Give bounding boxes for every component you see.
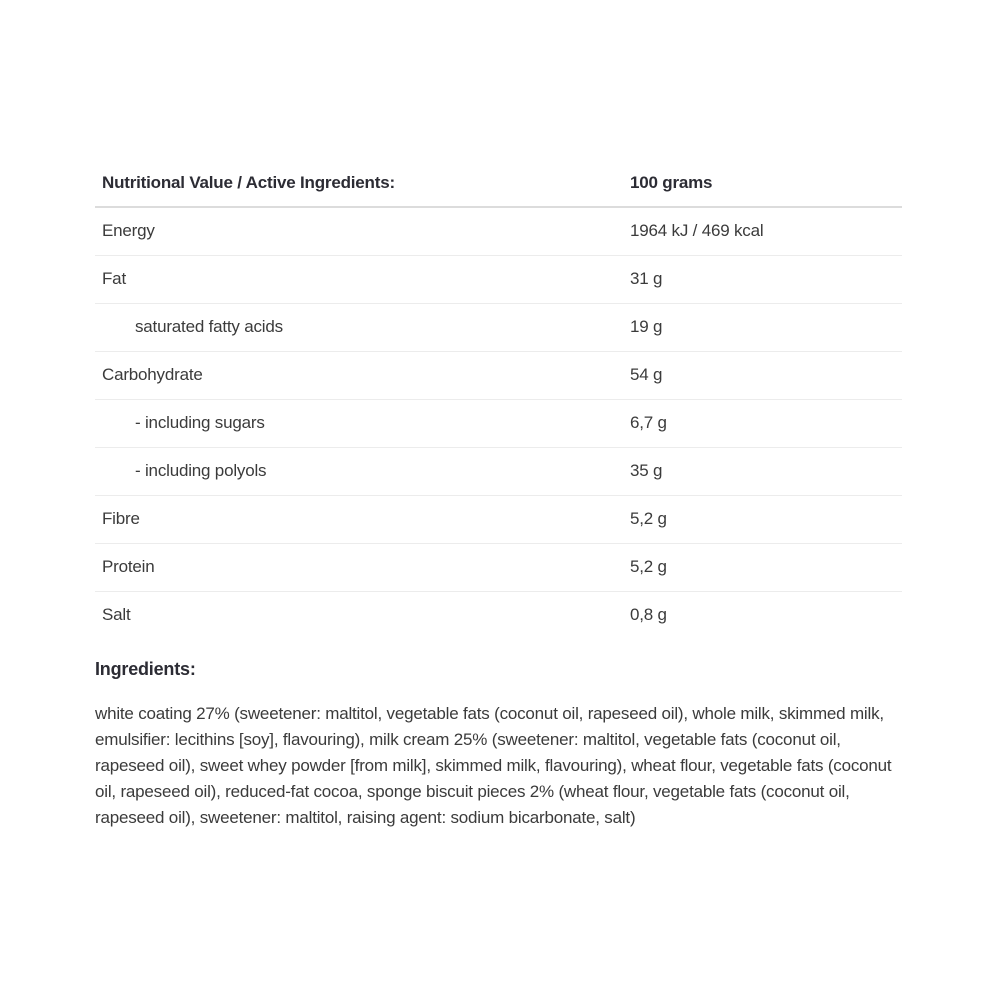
table-row-energy <box>95 208 902 256</box>
row-value: 31 g <box>630 269 663 288</box>
row-label: - including polyols <box>135 461 267 480</box>
row-value: 35 g <box>630 461 663 480</box>
row-label: - including sugars <box>135 413 265 432</box>
row-label: Carbohydrate <box>102 365 203 384</box>
row-value: 5,2 g <box>630 557 667 576</box>
nutrition-table-header-label: Nutritional Value / Active Ingredients: <box>102 173 395 192</box>
nutrition-table-header-value: 100 grams <box>630 173 713 192</box>
row-label: Protein <box>102 557 155 576</box>
row-label: saturated fatty acids <box>135 317 283 336</box>
table-row-including-sugars <box>95 400 902 448</box>
table-row-protein <box>95 544 902 592</box>
product-details-section <box>95 164 902 831</box>
ingredients-paragraph: white coating 27% (sweetener: maltitol, vegetable fats (coconut oil, rapeseed oil), whole milk, skimmed milk, emulsifier: lecithins [soy], flavouring), milk cream 25% (sweetener: maltitol, vegetable fats (coconut oil, rapeseed oil), sweet whey powder [from milk], skimmed milk, flavouring), wheat flour, vegetable fats (coconut oil, rapeseed oil), reduced-fat cocoa, sponge biscuit pieces 2% (wheat flour, vegetable fats (coconut oil, rapeseed oil), sweetener: maltitol, raising agent: sodium bicarbonate, salt) <box>95 704 892 827</box>
row-value: 6,7 g <box>630 413 667 432</box>
table-row-saturated-fatty-acids <box>95 304 902 352</box>
row-value: 54 g <box>630 365 663 384</box>
table-row-fibre <box>95 496 902 544</box>
row-value: 19 g <box>630 317 663 336</box>
nutrition-table-header-row <box>95 164 902 208</box>
row-value: 5,2 g <box>630 509 667 528</box>
row-value: 1964 kJ / 469 kcal <box>630 221 764 240</box>
row-label: Fat <box>102 269 126 288</box>
ingredients-heading: Ingredients: <box>95 659 196 679</box>
table-row-including-polyols <box>95 448 902 496</box>
row-label: Salt <box>102 605 131 624</box>
row-label: Fibre <box>102 509 140 528</box>
row-value: 0,8 g <box>630 605 667 624</box>
table-row-salt <box>95 592 902 639</box>
row-label: Energy <box>102 221 155 240</box>
nutrition-table <box>95 164 902 639</box>
table-row-carbohydrate <box>95 352 902 400</box>
table-row-fat <box>95 256 902 304</box>
